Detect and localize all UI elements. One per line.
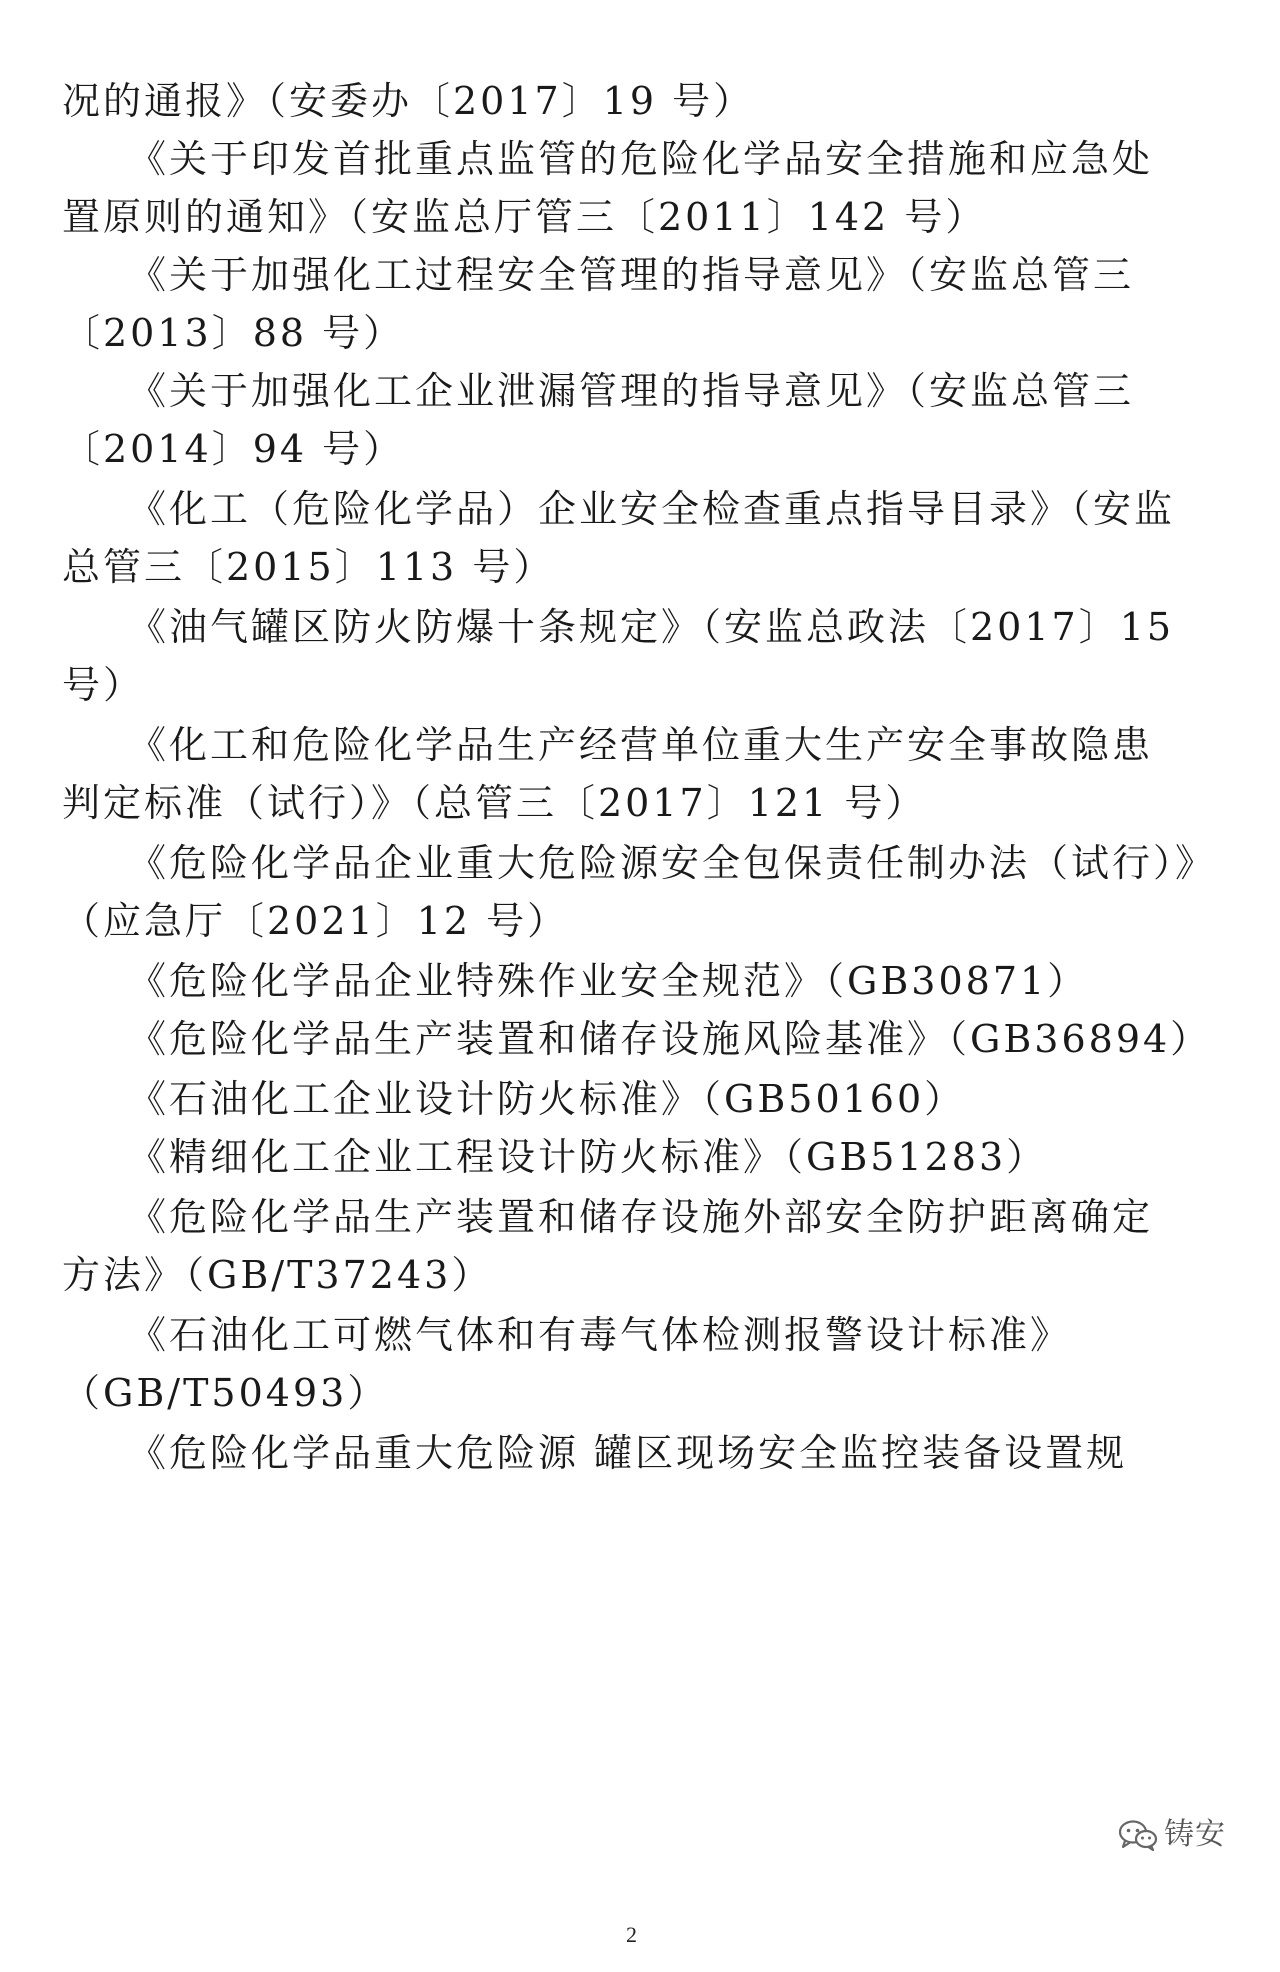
text-line-11: 号）	[62, 663, 145, 707]
watermark-label: 铸安	[1164, 1817, 1226, 1852]
text-line-5: 〔2013〕88 号）	[62, 311, 405, 355]
text-line-2: 《关于印发首批重点监管的危险化学品安全措施和应急处	[128, 137, 1154, 181]
text-line-23: （GB/T50493）	[62, 1371, 389, 1415]
text-line-6: 《关于加强化工企业泄漏管理的指导意见》（安监总管三	[128, 369, 1135, 413]
text-line-9: 总管三〔2015〕113 号）	[62, 545, 555, 589]
text-line-20: 《危险化学品生产装置和储存设施外部安全防护距离确定	[128, 1195, 1154, 1239]
page-number: 2	[626, 1922, 637, 1947]
text-line-13: 判定标准（试行）》（总管三〔2017〕121 号）	[62, 781, 927, 825]
text-line-17: 《危险化学品生产装置和储存设施风险基准》（GB36894）	[128, 1017, 1212, 1061]
text-line-22: 《石油化工可燃气体和有毒气体检测报警设计标准》	[128, 1313, 1072, 1357]
wechat-icon	[1118, 1819, 1158, 1851]
text-line-18: 《石油化工企业设计防火标准》（GB50160）	[128, 1077, 966, 1121]
text-line-21: 方法》（GB/T37243）	[62, 1253, 493, 1297]
text-line-19: 《精细化工企业工程设计防火标准》（GB51283）	[128, 1135, 1048, 1179]
text-line-1: 况的通报》（安委办〔2017〕19 号）	[62, 79, 755, 123]
text-line-10: 《油气罐区防火防爆十条规定》（安监总政法〔2017〕15	[128, 605, 1175, 649]
text-line-16: 《危险化学品企业特殊作业安全规范》（GB30871）	[128, 959, 1089, 1003]
text-line-15: （应急厅〔2021〕12 号）	[62, 899, 569, 943]
wechat-watermark	[1118, 1818, 1226, 1852]
text-line-12: 《化工和危险化学品生产经营单位重大生产安全事故隐患	[128, 723, 1154, 767]
text-line-24: 《危险化学品重大危险源 罐区现场安全监控装备设置规	[128, 1431, 1128, 1475]
text-line-14: 《危险化学品企业重大危险源安全包保责任制办法（试行）》	[128, 841, 1217, 885]
text-line-4: 《关于加强化工过程安全管理的指导意见》（安监总管三	[128, 253, 1135, 297]
text-line-7: 〔2014〕94 号）	[62, 427, 405, 471]
text-line-8: 《化工（危险化学品）企业安全检查重点指导目录》（安监	[128, 487, 1176, 531]
text-line-3: 置原则的通知》（安监总厅管三〔2011〕142 号）	[62, 195, 987, 239]
